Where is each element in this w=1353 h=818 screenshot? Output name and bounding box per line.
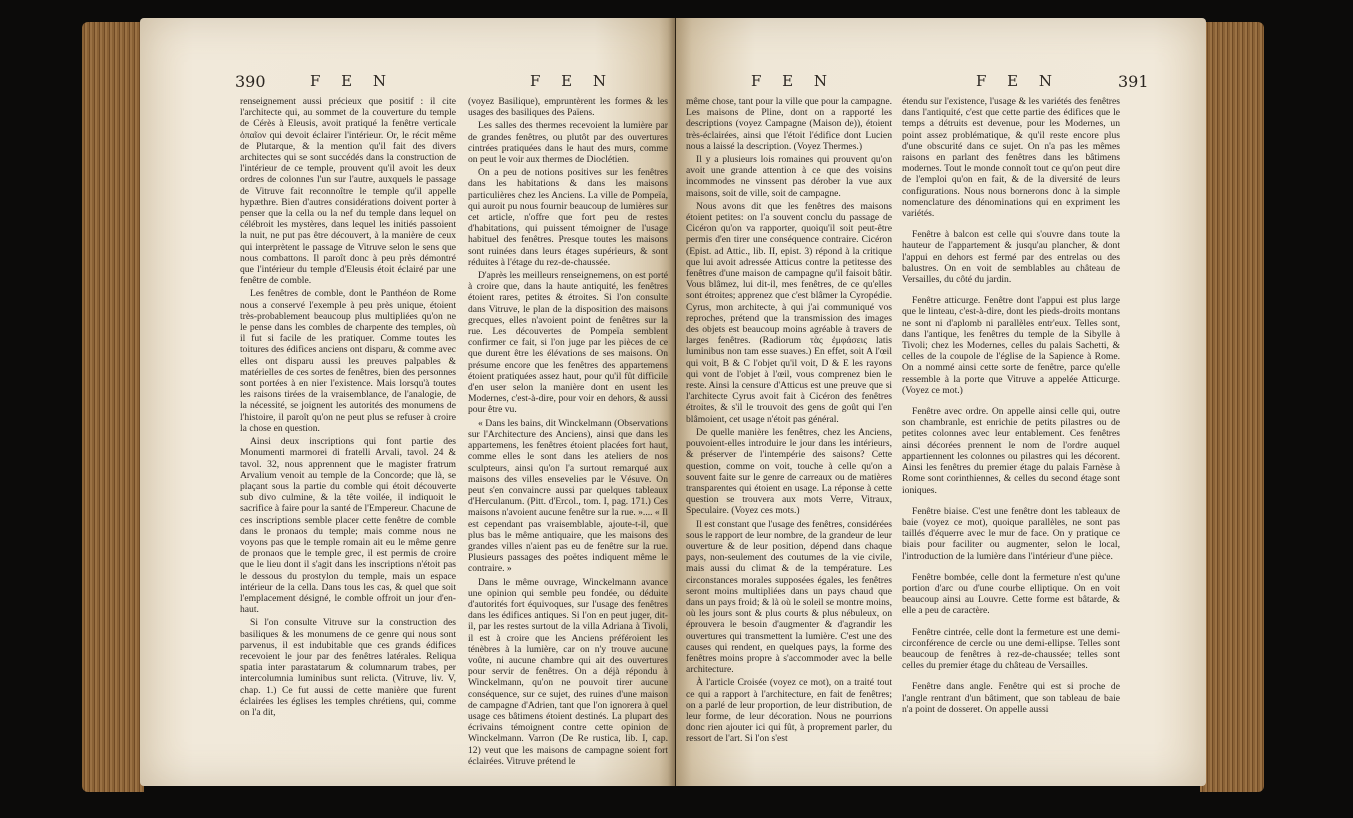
paragraph: Si l'on consulte Vitruve sur la construction des basiliques & les monumens de ce genre qui nous sont parvenus, il est indubitable que ces grands édifices recevoient le jour par des fenêtres latérales. Reliqua spatia inter parastatarum & columnarum trabes, per intercolumnia luminibus sunt relicta. (Vitruve, liv. V, chap. 1.) Ce fut aussi de cette manière que furent éclairées les églises les temples chrétiens, qui, comme on l'a dit,: [240, 617, 456, 718]
left-page-edges: [82, 22, 144, 792]
paragraph: renseignement aussi précieux que positif : il cite l'architecte qui, au sommet de la couverture du temple de Cérès à Eleusis, avoit pratiqué la fenêtre verticale ὀπαῖον qui devoit éclairer l'intérieur. Or, le récit même de Plutarque, & la mention qu'il fait des divers architectes qui se sont succédés dans la construction de l'intérieur de ce temple, prouvent qu'il avoit les deux ordres de colonnes l'un sur l'autre, auxquels le passage de Vitruve fait reconnoître le temple qu'il appelle hypæthre. Bien d'autres considérations doivent porter à penser que la cella ou la nef du temple dans lequel on célébroit les mystères, dans lequel les initiés passoient la nuit, ne put pas être découvert, à la manière de ceux qui interprètent le passage de Vitruve selon le sens que nous combattons. Il paroît donc à peu près démontré que l'intérieur du temple d'Eleusis étoit éclairé par une fenêtre de comble.: [240, 96, 456, 287]
paragraph: Les fenêtres de comble, dont le Panthéon de Rome nous a conservé l'exemple à peu près unique, étoient très-probablement beaucoup plus multipliées qu'on ne le pense dans les combles de charpente des temples, où il fut si facile de les pratiquer. Comme toutes les toitures des édifices anciens ont disparu, & comme avec elles ont disparu aussi les preuves palpables & matérielles de ces sortes de fenêtres, bien des personnes sont portées à en nier l'existence. Mais lorsqu'à toutes les raisons tirées de la vraisemblance, de l'analogie, de la nécessité, se joignent les autorités des monumens de l'histoire, il paroît qu'on ne peut plus se refuser à croire la chose en question.: [240, 288, 456, 434]
paragraph: On a peu de notions positives sur les fenêtres dans les habitations & dans les maisons particulières chez les Anciens. La ville de Pompeïa, qui auroit pu nous fournir beaucoup de lumières sur cet article, n'offre que fort peu de restes d'habitations, qui puissent témoigner de l'usage habituel des fenêtres. Presque toutes les maisons sont ruinées dans leurs étages supérieurs, & sont réduites à l'étage du rez-de-chaussée.: [468, 167, 668, 268]
right-page-edges: [1200, 22, 1264, 792]
left-column-1: [240, 96, 456, 720]
entry-fenetre-dans-angle: Fenêtre dans angle. Fenêtre qui est si proche de l'angle rentrant d'un bâtiment, que son tableau de baie n'a point de dosseret. On appelle aussi: [902, 681, 1120, 715]
right-column-2: [902, 96, 1120, 717]
entry-fenetre-avec-ordre: Fenêtre avec ordre. On appelle ainsi celle qui, outre son chambranle, est enrichie de petits pilastres ou de petites colonnes avec leur entablement. Ces fenêtres ainsi décorées prennent le nom de l'ordre auquel appartiennent les colonnes ou pilastres qui les décorent. Ainsi les fenêtres du premier étage du palais Farnèse à Rome sont corinthiennes, & celles du second étage sont ioniques.: [902, 406, 1120, 496]
left-page-number: 390: [235, 72, 266, 91]
paragraph: Nous avons dit que les fenêtres des maisons étoient petites: on l'a souvent conclu du passage de Cicéron qu'on va rapporter, quoiqu'il soit peut-être permis d'en tirer une conséquence contraire. Cicéron (Epist. ad Attic., lib. II, epist. 3) répond à la critique que lui avoit adressée Atticus contre la petitesse des fenêtres d'une maison de campagne qu'il faisoit bâtir. Vous blâmez, lui dit-il, mes fenêtres, de ce qu'elles sont étroites; apprenez que c'est blâmer la Cyropédie. Cyrus, mon architecte, à qui j'ai communiqué vos reproches, prétend que la transmission des images des objets est beaucoup moins agréable à travers de larges fenêtres. (Radiorum τὰς ἐμφάσεις latis luminibus non tam esse suaves.) En effet, soit A l'œil qui voit, B & C l'objet qu'il voit, D & E les rayons qui vont de l'objet à l'œil, vous comprenez bien le reste. Ainsi la censure d'Atticus est une preuve que si l'architecte Cyrus avoit fait à Cicéron des fenêtres étroites, & s'il le trouvoit des gens de goût qui l'en blâmoient, cet usage n'étoit pas général.: [686, 200, 892, 425]
paragraph: (voyez Basilique), empruntèrent les formes & les usages des basiliques des Païens.: [468, 96, 668, 119]
paragraph: Il y a plusieurs lois romaines qui prouvent qu'on avoit une grande attention à ce que des voisins incommodes ne vinssent pas dérober la vue aux maisons, soit de ville, soit de campagne.: [686, 154, 892, 199]
entry-fenetre-biaise: Fenêtre biaise. C'est une fenêtre dont les tableaux de baie (voyez ce mot), quoique parallèles, ne sont pas taillés d'équerre avec le mur de face. On y pratique ce biais pour faciliter ou augmenter, selon le local, l'introduction de la lumière dans l'intérieur d'une pièce.: [902, 505, 1120, 562]
left-column-2: [468, 96, 668, 769]
paragraph: « Dans les bains, dit Winckelmann (Observations sur l'Architecture des Anciens), ainsi que dans les appartemens, les fenêtres étoient placées fort haut, comme elles le sont dans les ateliers de nos sculpteurs, ainsi qu'on l'a surtout remarqué aux maisons des villes ensevelies par le Vésuve. On peut s'en convaincre aussi par quelques tableaux d'Herculanum. (Pitt. d'Ercol., tom. I, pag. 171.) Ces maisons n'avoient aucune fenêtre sur la rue. ».... « Il est cependant pas vraisemblable, ajoute-t-il, que plus bas le même antiquaire, que les maisons des grandes villes n'aient pas eu de fenêtre sur la rue. Plusieurs passages des poëtes indiquent même le contraire. »: [468, 417, 668, 575]
entry-fenetre-a-balcon: Fenêtre à balcon est celle qui s'ouvre dans toute la hauteur de l'appartement & jusqu'au plancher, & dont l'appui en dehors est fermé par des entrelas ou des balustres. On en voit de semblables au château de Versailles, du côté du jardin.: [902, 229, 1120, 286]
entry-fenetre-cintree: Fenêtre cintrée, celle dont la fermeture est une demi-circonférence de cercle ou une demi-ellipse. Telles sont beaucoup de fenêtres à rez-de-chaussée; telles sont celles du premier étage du château de Versailles.: [902, 626, 1120, 672]
paragraph: étendu sur l'existence, l'usage & les variétés des fenêtres dans l'antiquité, c'est que cette partie des édifices que le temps a détruits est devenue, pour les Modernes, un point assez problématique, & qu'il reste encore plus d'une obscurité dans ce sujet. On n'a pas les mêmes raisons en parlant des fenêtres dans les bâtimens modernes. Tout le monde connoît tout ce qu'on peut dire de l'emploi qu'on en fait, & de la diversité de leurs configurations. Nous nous bornerons donc à la simple nomenclature des dénominations qui en expriment les variétés.: [902, 96, 1120, 220]
paragraph: À l'article Croisée (voyez ce mot), on a traité tout ce qui a rapport à l'architecture, en fait de fenêtres; on a parlé de leur proportion, de leur distribution, de leur forme, de leur décoration. Nous ne pourrions donc rien ajouter ici qui fût, à proprement parler, du ressort de l'art. Si l'on s'est: [686, 677, 892, 745]
paragraph: Il est constant que l'usage des fenêtres, considérées sous le rapport de leur nombre, de la grandeur de leur ouverture & de leur position, dépend dans chaque pays, non-seulement des coutumes de la vie civile, mais aussi du climat & de la température. Les circonstances morales supposées égales, les fenêtres seront moins multipliées dans un pays chaud que dans un pays froid; & là où le soleil se montre moins, où les jours sont & plus courts & plus nébuleux, on éprouvera le besoin d'augmenter & d'agrandir les ouvertures qui transmettent la lumière. C'est une des causes qui rendent, en quelques pays, la forme des fenêtres moins propre à s'accommoder avec la belle architecture.: [686, 518, 892, 676]
left-headword-a: F E N: [310, 72, 395, 90]
right-headword-a: F E N: [751, 72, 836, 90]
right-headword-b: F E N: [976, 72, 1061, 90]
paragraph: Ainsi deux inscriptions qui font partie des Monumenti marmorei di fratelli Arvali, tavol. 24 & tavol. 32, nous apprennent que le magister fratrum Arvalium venoit au temple de la Concorde; que là, se plaçant sous la partie du comble qui étoit découverte sub divo culmine, & la tête voilée, il indiquoit le sacrifice à faire pour la santé de l'Empereur. Chacune de ces inscriptions semble placer cette fenêtre de comble dans le pronaos du temple; mais comme nous ne voyons pas que le temple romain ait eu le même genre de pronaos que le temple grec, il est permis de croire que le lieu dont il s'agit dans les inscriptions n'étoit pas le dessous du prostylon du temple, mais un espace intérieur de la cella. Dans tous les cas, & quel que soit l'emplacement désigné, le comble offroit un jour d'en-haut.: [240, 436, 456, 616]
paragraph: Dans le même ouvrage, Winckelmann avance une opinion qui semble peu fondée, ou déduite d'autorités fort équivoques, sur l'usage des fenêtres dans les édifices antiques. Si l'on en peut juger, dit-il, par les restes surtout de la villa Adriana à Tivoli, il est à croire que les Anciens préféroient les ténèbres à la lumière, car on n'y trouve aucune voûte, ni aucune chambre qui ait des ouvertures pour servir de fenêtres. On a déjà répondu à Winckelmann, qu'on ne pouvoit tirer aucune conséquence, sur ce sujet, des ruines d'une maison de campagne d'Adrien, tant que l'on ignorera à quel usage ces bâtimens étoient destinés. La plupart des écrivains témoignent contre cette opinion de Winckelmann. Varron (De Re rustica, lib. I, cap. 12) veut que les maisons de campagne soient fort éclairées. Vitruve prétend le: [468, 576, 668, 767]
paragraph: D'après les meilleurs renseignemens, on est porté à croire que, dans la haute antiquité, les fenêtres étoient rares, petites & étroites. Si l'on consulte dans Vitruve, le plan de la disposition des maisons grecques, elles n'avoient point de fenêtres sur la rue. Les découvertes de Pompeïa semblent confirmer ce fait, si l'on juge par les pièces de ce que durent être les élévations de ses maisons. On présume encore que les fenêtres des appartemens étoient pratiquées assez haut, pour qu'il fût difficile d'en user selon la manière dont en usent les Modernes, c'est-à-dire, pour voir en dehors, & aussi pour être vu.: [468, 270, 668, 416]
right-column-1: [686, 96, 892, 747]
paragraph: même chose, tant pour la ville que pour la campagne. Les maisons de Pline, dont on a rapporté les descriptions (voyez Campagne (Maison de)), étoient très-éclairées, ainsi que l'étoit l'édifice dont Lucien nous a laissé la description. (Voyez Thermes.): [686, 96, 892, 152]
left-headword-b: F E N: [530, 72, 615, 90]
paragraph: De quelle manière les fenêtres, chez les Anciens, pouvoient-elles introduire le jour dans les intérieurs, & préserver de l'intempérie des saisons? Cette question, comme on voit, touche à celle qu'on a souvent faite sur le genre de carreaux ou de matières transparentes qui étoient en usage. La réponse à cette question se trouvera aux mots Verre, Vitraux, Speculaire. (Voyez ces mots.): [686, 426, 892, 517]
left-page: [140, 18, 675, 786]
entry-fenetre-bombee: Fenêtre bombée, celle dont la fermeture n'est qu'une portion d'arc ou d'une courbe elliptique. On en voit beaucoup ainsi au Louvre. Cette forme est bâtarde, & elle a peu de caractère.: [902, 571, 1120, 617]
right-page-number: 391: [1118, 72, 1149, 91]
right-page: [676, 18, 1206, 786]
entry-fenetre-atticurge: Fenêtre atticurge. Fenêtre dont l'appui est plus large que le linteau, c'est-à-dire, dont les pieds-droits montans ne sont ni d'aplomb ni parallèles entr'eux. Telles sont, dans l'antique, les fenêtres du temple de la Sibylle à Tivoli; chez les Modernes, celles du palais Sachetti, & celles de la coupole de l'église de la Sapience à Rome. On a nommé ainsi cette sorte de fenêtre, parce qu'elle ressemble à la porte que Vitruve a appelée Atticurge. (Voyez ce mot.): [902, 295, 1120, 396]
paragraph: Les salles des thermes recevoient la lumière par de grandes fenêtres, ou plutôt par des ouvertures cintrées pratiquées dans le haut des murs, comme on peut le voir aux thermes de Dioclétien.: [468, 120, 668, 166]
